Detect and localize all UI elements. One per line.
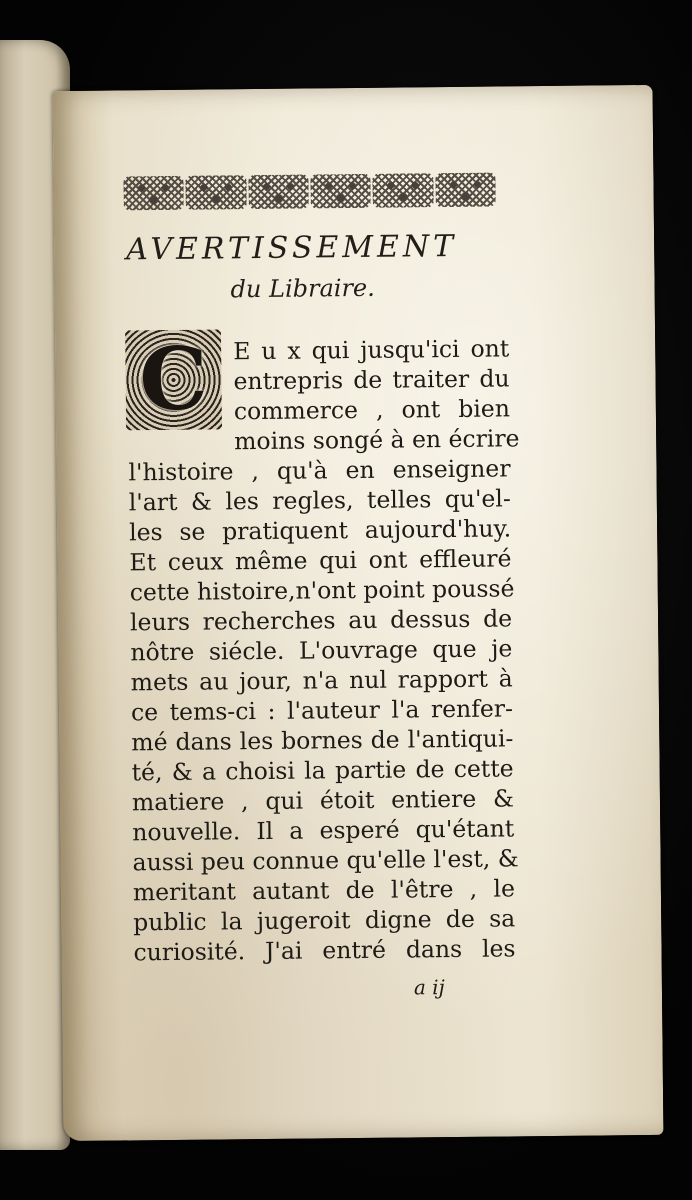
ornament-tile	[123, 176, 184, 211]
text-line: mets au jour, n'a nul rapport à	[130, 664, 513, 697]
signature-mark: a ij	[413, 975, 445, 1000]
text-line: moins songé à en écrire	[234, 424, 520, 456]
ornament-tile	[186, 175, 247, 210]
text-line: leurs recherches au dessus de	[129, 604, 513, 637]
text-line: nouvelle. Il a esperé qu'étant	[132, 814, 515, 847]
text-line: té, & a choisi la partie de cette	[131, 754, 514, 787]
decorated-initial	[125, 329, 222, 430]
text-line: l'art & les regles, telles qu'el-	[128, 484, 511, 517]
page-subheading: du Libraire.	[230, 273, 375, 304]
text-line: l'histoire , qu'à en enseigner	[128, 454, 511, 487]
text-line: public la jugeroit digne de sa	[133, 904, 516, 937]
text-line: matiere , qui étoit entiere &	[131, 784, 515, 817]
drop-cap-letter: C	[138, 328, 209, 431]
ornament-tile	[248, 174, 309, 209]
ornament-tile	[310, 174, 371, 209]
text-line: les se pratiquent aujourd'huy.	[128, 514, 512, 547]
text-line: cette histoire,n'ont point poussé	[129, 574, 515, 607]
text-line: curiosité. J'ai entré dans les	[133, 934, 516, 967]
ornament-tile	[373, 173, 434, 208]
text-line: commerce , ont bien	[233, 394, 511, 426]
ornamental-headpiece	[123, 171, 495, 213]
text-line: Et ceux même qui ont effleuré	[129, 544, 512, 577]
page-heading: AVERTISSEMENT	[126, 228, 458, 268]
book-page	[53, 85, 664, 1141]
text-line: aussi peu connue qu'elle l'est, &	[132, 844, 519, 877]
text-line: entrepris de traiter du	[233, 364, 510, 396]
text-line: mé dans les bornes de l'antiqui-	[131, 724, 514, 757]
text-line: meritant autant de l'être , le	[132, 874, 516, 907]
text-line: ce tems-ci : l'auteur l'a renfer-	[130, 694, 514, 727]
text-line: E u x qui jusqu'ici ont	[233, 334, 510, 366]
ornament-tile	[435, 173, 496, 208]
text-line: nôtre siécle. L'ouvrage que je	[130, 634, 513, 667]
